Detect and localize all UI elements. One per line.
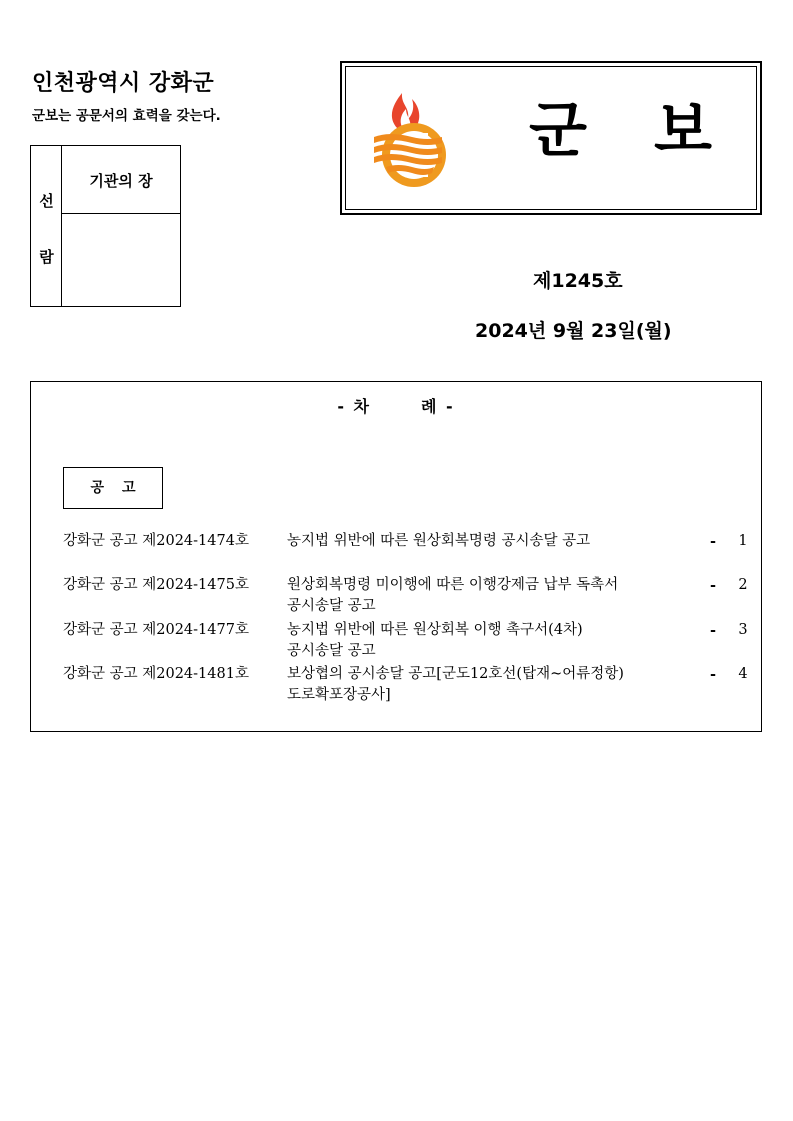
masthead-inner-frame (345, 66, 757, 210)
toc-entry-number: 강화군 공고 제2024-1474호 (63, 533, 249, 549)
toc-entry-title-line2: 공시송달 공고 (287, 643, 376, 659)
toc-entry-title: 농지법 위반에 따른 원상회복 이행 촉구서(4차) (287, 622, 583, 638)
toc-entry-dash: - (710, 577, 717, 594)
toc-entry-page: 1 (738, 533, 748, 549)
masthead-title-char-2: 보 (654, 96, 712, 166)
toc-entry-page: 4 (738, 666, 748, 682)
toc-entry-title: 농지법 위반에 따른 원상회복명령 공시송달 공고 (287, 533, 591, 549)
toc-entry-number: 강화군 공고 제2024-1477호 (63, 622, 249, 638)
toc-entry-title-line2: 공시송달 공고 (287, 598, 376, 614)
toc-entry-number: 강화군 공고 제2024-1475호 (63, 577, 249, 593)
organization-subtitle: 군보는 공문서의 효력을 갖는다. (32, 108, 221, 124)
toc-entry-dash: - (710, 666, 717, 683)
toc-entry-page: 3 (738, 622, 748, 638)
organization-name: 인천광역시 강화군 (32, 71, 215, 96)
toc-entry-title-line2: 도로확포장공사] (287, 687, 391, 703)
toc-entry-title: 보상협의 공시송달 공고[군도12호선(탑재~어류정항) (287, 666, 624, 682)
toc-entry-dash: - (710, 622, 717, 639)
issue-number: 제1245호 (533, 270, 623, 292)
toc-heading-right: 례 - (421, 397, 455, 416)
section-label-box: 공고 (63, 467, 163, 509)
issue-date: 2024년 9월 23일(월) (475, 320, 672, 342)
masthead-box (340, 61, 762, 215)
circulation-side-label (31, 146, 62, 306)
toc-entry-page: 2 (738, 577, 748, 593)
toc-entry-title: 원상회복명령 미이행에 따른 이행강제금 납부 독촉서 (287, 577, 619, 593)
circulation-side-char-1: 선 (39, 192, 54, 210)
circulation-box (30, 145, 181, 307)
toc-entry-number: 강화군 공고 제2024-1481호 (63, 666, 249, 682)
circulation-side-char-2: 람 (39, 248, 54, 266)
table-of-contents (30, 381, 762, 732)
circulation-head-label: 기관의 장 (62, 146, 180, 214)
toc-heading (31, 394, 761, 417)
toc-entry-dash: - (710, 533, 717, 550)
masthead-title-char-1: 군 (529, 96, 587, 166)
gun-emblem-flame-icon (368, 89, 460, 189)
toc-heading-left: - 차 (337, 397, 371, 416)
